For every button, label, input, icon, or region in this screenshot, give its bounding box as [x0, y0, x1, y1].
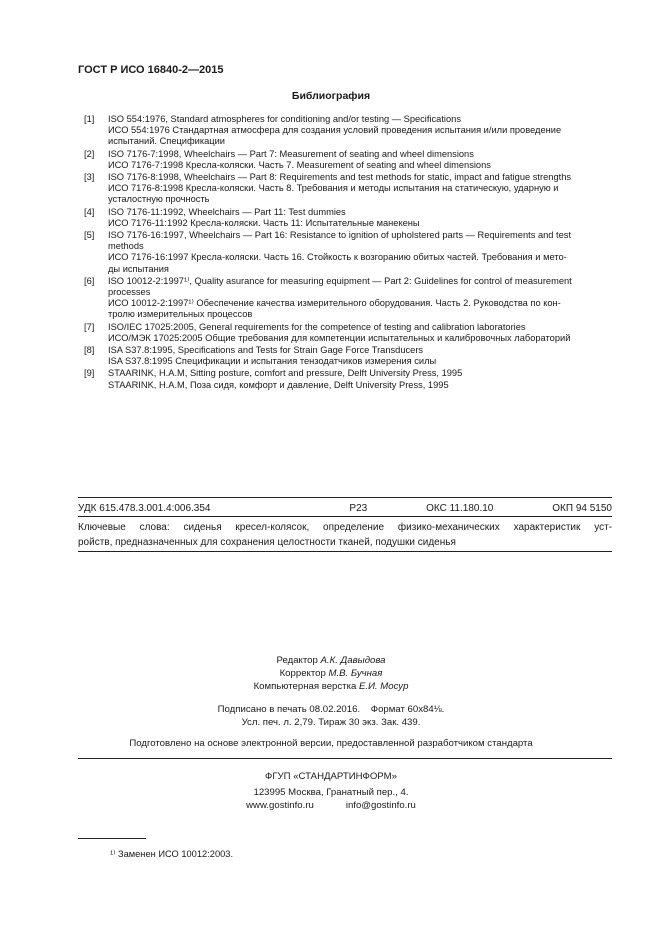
classification-row: [78, 503, 612, 514]
entry-line: ИСО/МЭК 17025:2005 Общие требования для компетенции испытательных и калибровочных лабораторий: [108, 332, 571, 343]
entry-line: ISO/IEC 17025:2005, General requirements for the competence of testing and calibration laboratories: [108, 321, 526, 332]
entry-number: [2]: [84, 148, 95, 159]
publisher-contacts: [0, 800, 662, 813]
publisher-name: ФГУП «СТАНДАРТИНФОРМ»: [265, 771, 397, 782]
entry-line: ISA S37.8:1995 Спецификации и испытания тензодатчиков измерения силы: [108, 356, 437, 367]
footnote: ¹⁾ Заменен ИСО 10012:2003.: [110, 849, 234, 859]
entry-line: испытаний. Спецификации: [108, 136, 226, 147]
email-link[interactable]: info@gostinfo.ru: [345, 800, 416, 811]
bibliography-entry: [84, 172, 610, 206]
entry-line: ИСО 10012-2:1997¹⁾ Обеспечение качества измерительного оборудования. Часть 2. Руководства по кон-: [108, 298, 561, 309]
entry-number: [3]: [84, 172, 95, 183]
layout-line: Компьютерная верстка Е.И. Мосур: [253, 681, 409, 692]
bibliography-entry: [84, 149, 610, 171]
bibliography-entry: [84, 207, 610, 229]
entry-body: [108, 114, 610, 148]
entry-line: ИСО 7176-16:1997 Кресла-коляски. Часть 16. Стойкость к возгоранию обитых частей. Требования и мето-: [108, 252, 567, 263]
entry-number: [7]: [84, 321, 95, 332]
entry-line: ISA S37.8:1995, Specifications and Tests for Strain Gage Force Transducers: [108, 345, 424, 356]
entry-body: [108, 322, 610, 344]
print-info-line: Усл. печ. л. 2,79. Тираж 30 экз. Зак. 439.: [241, 717, 421, 728]
keywords-divider: [78, 551, 612, 552]
entry-body: [108, 230, 610, 275]
keywords-line: Ключевые слова: сиденья кресел-колясок, определение физико-механических характеристик уст-: [78, 522, 612, 533]
bibliography-entry: [84, 368, 610, 390]
entry-body: [108, 172, 610, 206]
classification-divider: [78, 516, 612, 517]
bibliography-entry: [84, 230, 610, 275]
entry-number: [9]: [84, 368, 95, 379]
entry-number: [4]: [84, 206, 95, 217]
entry-line: methods: [108, 241, 144, 252]
entry-line: ISO 10012-2:1997¹⁾, Quality asurance for measuring equipment — Part 2: Guidelines for control of measurement: [108, 275, 572, 286]
bibliography-entry: [84, 345, 610, 367]
entry-body: [108, 345, 610, 367]
entry-line: ИСО 7176-8:1998 Кресла-коляски. Часть 8. Требования и методы испытания на статическую, ударную и: [108, 183, 559, 194]
entry-line: ISO 7176-11:1992, Wheelchairs — Part 11: Test dummies: [108, 206, 346, 217]
entry-line: processes: [108, 287, 151, 298]
bibliography-entry: [84, 322, 610, 344]
footnote-divider: [78, 838, 146, 839]
corrector-line: Корректор М.В. Бучная: [279, 668, 383, 679]
entry-line: STAARINK, H.A.M, Sitting posture, comfort and pressure, Delft University Press, 1995: [108, 368, 463, 379]
entry-line: ISO 7176-8:1998, Wheelchairs — Part 8: Requirements and test methods for static, impact and fatigue strengths: [108, 172, 572, 183]
entry-line: ИСО 7176-11:1992 Кресла-коляски. Часть 11: Испытательные манекены: [108, 217, 420, 228]
entry-body: [108, 207, 610, 229]
imprint-divider: [78, 758, 612, 759]
p-code: Р23: [349, 503, 368, 514]
publisher-address: 123995 Москва, Гранатный пер., 4.: [253, 787, 409, 798]
udk-code: УДК 615.478.3.001.4:006.354: [78, 503, 211, 514]
entry-body: [108, 276, 610, 321]
entry-line: ISO 554:1976, Standard atmospheres for conditioning and/or testing — Specifications: [108, 114, 461, 124]
top-divider: [78, 497, 612, 498]
okp-code: ОКП 94 5150: [552, 503, 612, 514]
entry-line: усталостную прочность: [108, 194, 210, 205]
prepared-line: Подготовлено на основе электронной версии, предоставленной разработчиком стандарта: [129, 738, 533, 749]
keywords: [78, 520, 612, 550]
entry-body: [108, 368, 610, 390]
entry-line: ISO 7176-7:1998, Wheelchairs — Part 7: Measurement of seating and wheel dimensions: [108, 148, 474, 159]
signed-line: Подписано в печать 08.02.2016. Формат 60x84⅛.: [217, 704, 445, 715]
entry-line: ИСО 7176-7:1998 Кресла-коляски. Часть 7. Measurement of seating and wheel dimensions: [108, 159, 491, 170]
entry-number: [1]: [84, 114, 95, 124]
bibliography-entry: [84, 114, 610, 148]
bibliography-list: [84, 114, 610, 392]
entry-line: ISO 7176-16:1997, Wheelchairs — Part 16: Resistance to ignition of upholstered parts — Requirements and test: [108, 230, 572, 241]
entry-line: тролю измерительных процессов: [108, 309, 253, 320]
editor-line: Редактор А.К. Давыдова: [276, 655, 386, 666]
entry-line: ды испытания: [108, 263, 169, 274]
keywords-line: ройств, предназначенных для сохранения целостности тканей, подушки сиденья: [78, 537, 456, 548]
bibliography-title: Библиография: [291, 90, 371, 102]
entry-line: STAARINK, H.A.M, Поза сидя, комфорт и давление, Delft University Press, 1995: [108, 379, 449, 390]
bibliography-entry: [84, 276, 610, 321]
entry-number: [8]: [84, 345, 95, 356]
standard-designation: ГОСТ Р ИСО 16840-2—2015: [78, 64, 224, 76]
website-link[interactable]: www.gostinfo.ru: [246, 800, 314, 811]
entry-body: [108, 149, 610, 171]
entry-line: ИСО 554:1976 Стандартная атмосфера для создания условий проведения испытания и/или проведение: [108, 125, 562, 136]
entry-number: [5]: [84, 230, 95, 241]
oks-code: ОКС 11.180.10: [426, 503, 494, 514]
entry-number: [6]: [84, 275, 95, 286]
